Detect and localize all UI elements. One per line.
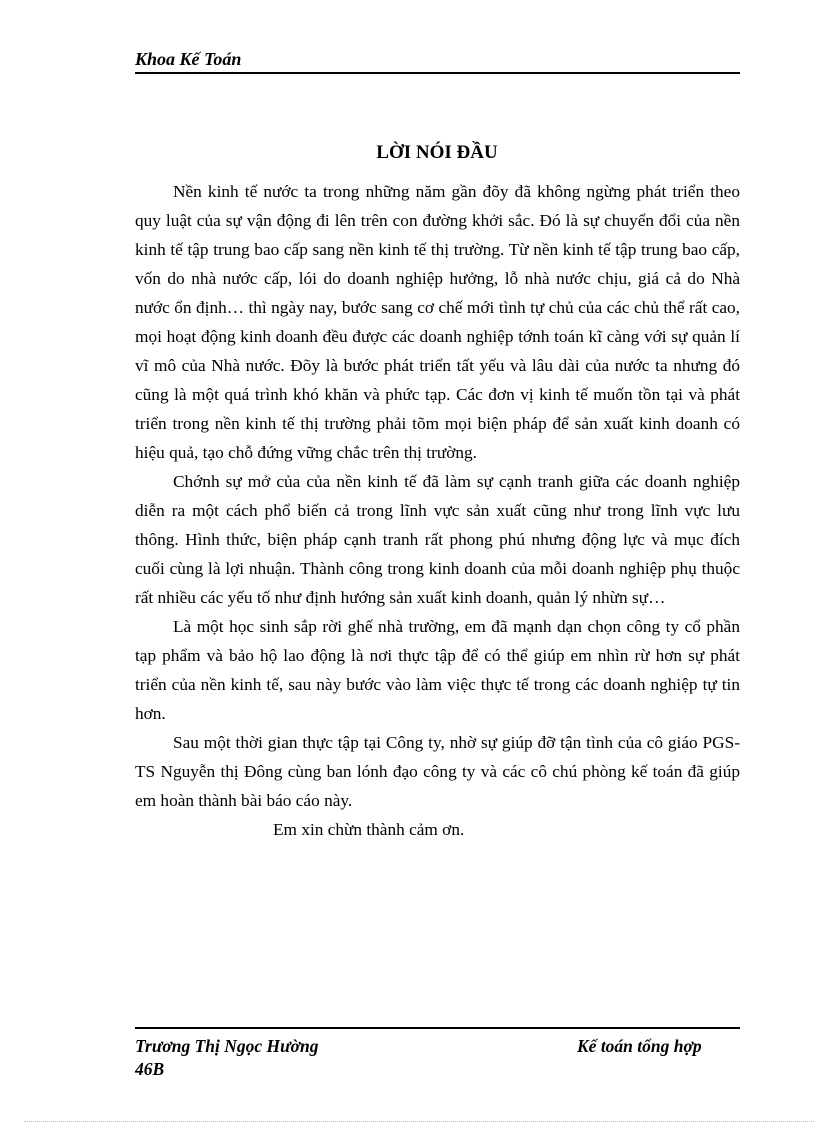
document-body xyxy=(135,177,740,844)
paragraph-4: Sau một thời gian thực tập tại Công ty, nhờ sự giúp đỡ tận tình của cô giáo PGS-TS Nguyễn thị Đông cùng ban lónh đạo công ty và các cô chú phòng kế toán đã giúp em hoàn thành bài báo cáo này. xyxy=(135,733,740,810)
page-footer xyxy=(135,1027,740,1081)
header-title: Khoa Kế Toán xyxy=(135,49,242,69)
paragraph-1: Nền kinh tế nước ta trong những năm gần đõy đã không ngừng phát triển theo quy luật của sự vận động đi lên trên con đường khởi sắc. Đó là sự chuyển đổi của nền kinh tế tập trung bao cấp sang nền kinh tế thị trường. Từ nền kinh tế tập trung bao cấp, vốn do nhà nước cấp, lói do doanh nghiệp hưởng, lỗ nhà nước chịu, giá cả do Nhà nước ổn định… thì ngày nay, bước sang cơ chế mới tình tự chủ của các chủ thể rất cao, mọi hoạt động kinh doanh đều được các doanh nghiệp tớnh toán kĩ càng với sự quản lí vĩ mô của Nhà nước. Đõy là bước phát triển tất yếu và lâu dài của nước ta nhưng đó cũng là một quá trình khó khăn và phức tạp. Các đơn vị kinh tế muốn tồn tại và phát triển trong nền kinh tế thị trường phải tõm mọi biện pháp để sản xuất kinh doanh có hiệu quả, tạo chỗ đứng vững chắc trên thị trường. xyxy=(135,182,740,462)
closing-line: Em xin chừn thành cảm ơn. xyxy=(273,820,465,839)
page-edge-divider xyxy=(24,1121,814,1122)
paragraph-3: Là một học sinh sắp rời ghế nhà trường, em đã mạnh dạn chọn công ty cổ phần tạp phẩm và bảo hộ lao động là nơi thực tập để có thể giúp em nhìn rừ hơn sự phát triển của nền kinh tế, sau này bước vào làm việc thực tế trong các doanh nghiệp tự tin hơn. xyxy=(135,617,740,723)
page-header xyxy=(135,48,740,74)
paragraph-2: Chớnh sự mở của của nền kinh tế đã làm sự cạnh tranh giữa các doanh nghiệp diễn ra một cách phổ biến cả trong lĩnh vực sản xuất cũng như trong lĩnh vực lưu thông. Hình thức, biện pháp cạnh tranh rất phong phú nhưng động lực và mục đích cuối cùng là lợi nhuận. Thành công trong kinh doanh của mỗi doanh nghiệp phụ thuộc rất nhiều các yếu tố như định hướng sản xuất kinh doanh, quản lý nhừn sự… xyxy=(135,472,740,607)
page-title: LỜI NÓI ĐẦU xyxy=(376,142,498,163)
footer-class: 46B xyxy=(135,1059,165,1079)
footer-author: Trương Thị Ngọc Hường xyxy=(135,1036,319,1056)
footer-department: Kế toán tổng hợp xyxy=(577,1036,702,1056)
